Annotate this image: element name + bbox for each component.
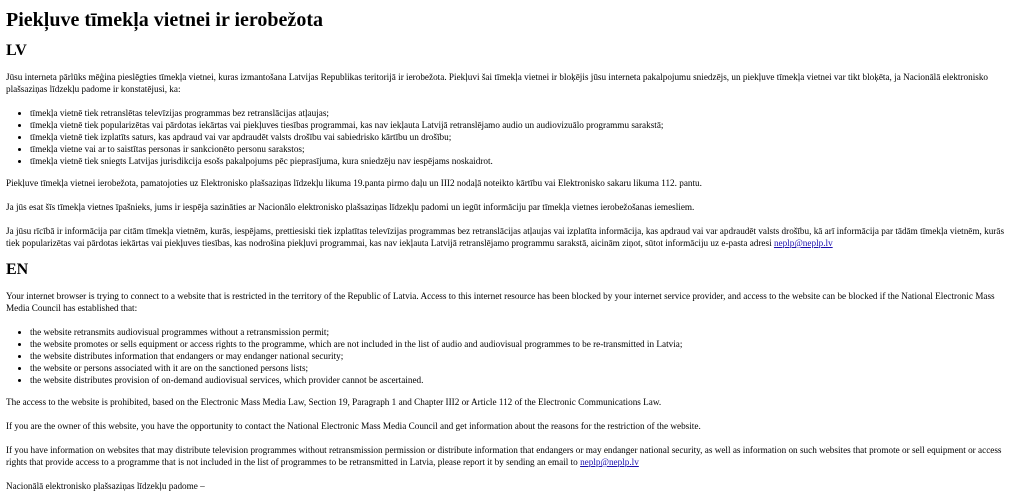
en-report-note (6, 444, 1018, 468)
list-item: • the website promotes or sells equipment or access rights to the programme, which are not included in the list of audio and audiovisual programmes to be re-transmitted in Latvia; (30, 338, 1018, 350)
list-item: • the website or persons associated with it are on the sanctioned persons lists; (30, 362, 1018, 374)
lv-heading: LV (6, 42, 27, 59)
en-email-link[interactable]: neplp@neplp.lv (580, 457, 639, 467)
en-owner-note: If you are the owner of this website, you have the opportunity to contact the National Electronic Mass Media Council and get information about the reasons for the restriction of the website. (6, 421, 701, 431)
list-item: • tīmekļa vietnē tiek izplatīts saturs, kas apdraud vai var apdraudēt valsts drošību vai sabiedrisko kārtību un drošību; (30, 131, 1018, 143)
lv-section (6, 42, 1018, 249)
en-heading: EN (6, 261, 29, 278)
page-title: Piekļuve tīmekļa vietnei ir ierobežota (6, 9, 323, 31)
lv-report-note (6, 225, 1018, 249)
list-item: • the website distributes information that endangers or may endanger national security; (30, 350, 1018, 362)
list-item: • the website distributes provision of on-demand audiovisual services, which provider cannot be ascertained. (30, 374, 1018, 386)
list-item: • tīmekļa vietne vai ar to saistītas personas ir sankcionēto personu sarakstos; (30, 143, 1018, 155)
list-item: • tīmekļa vietnē tiek retranslētas televīzijas programmas bez retranslācijas atļaujas; (30, 107, 1018, 119)
en-report-text: If you have information on websites that may distribute television programmes without retransmission permission or distribute information that endangers or may endanger national security, as well as information on such websites that promote or sell equipment or access rights that provide access to a programme that is not included in the list of programmes to be retransmitted in Latvia, please report it by sending an email to (6, 445, 1002, 467)
lv-email-link[interactable]: neplp@neplp.lv (773, 238, 833, 248)
lv-legal-basis: Piekļuve tīmekļa vietnei ierobežota, pamatojoties uz Elektronisko plašsaziņas līdzekļu likuma 19.panta pirmo daļu un III2 nodaļā noteikto kārtību vai Elektronisko sakaru likuma 112. pantu. (6, 178, 702, 188)
en-section (6, 261, 1018, 468)
lv-intro: Jūsu interneta pārlūks mēģina pieslēgties tīmekļa vietnei, kuras izmantošana Latvijas Republikas teritorijā ir ierobežota. Piekļuvi šai tīmekļa vietnei ir bloķējis jūsu interneta pakalpojumu sniedzējs, un piekļuve tīmekļa vietnei var tikt bloķēta, ja Nacionālā elektronisko plašsaziņas līdzekļu padome ir konstatējusi, ka: (6, 72, 989, 94)
en-conditions-list (6, 326, 1018, 386)
lv-conditions-list (6, 107, 1018, 167)
lv-report-text: Ja jūsu rīcībā ir informācija par citām tīmekļa vietnēm, kurās, iespējams, prettiesiski tiek izplatītas televīzijas programmas bez retranslācijas atļaujas vai izplatīta informācija, kas apdraud vai var apdraudēt valsts drošību, kā arī informācija par tādām tīmekļa vietnēm, kurās tiek popularizētas vai pārdotas iekārtas vai piekļuves tiesības, kas nodrošina piekļuvi programmai, kas nav iekļauta Latvijā retranslējamo programmu sarakstā, aicinām ziņot, sūtot informāciju uz e-pasta adresi (6, 226, 1005, 248)
en-intro: Your internet browser is trying to connect to a website that is restricted in the territory of the Republic of Latvia. Access to this internet resource has been blocked by your internet service provider, and access to the website can be blocked if the National Electronic Mass Media Council has established that: (6, 291, 995, 313)
list-item: • the website retransmits audiovisual programmes without a retransmission permit; (30, 326, 1018, 338)
list-item: • tīmekļa vietnē tiek popularizētas vai pārdotas iekārtas vai piekļuves tiesības programmai, kas nav iekļauta Latvijā retranslējamo audio un audiovizuālo programmu sarakstā; (30, 119, 1018, 131)
en-legal-basis: The access to the website is prohibited, based on the Electronic Mass Media Law, Section 19, Paragraph 1 and Chapter III2 or Article 112 of the Electronic Communications Law. (6, 397, 662, 407)
lv-owner-note: Ja jūs esat šīs tīmekļa vietnes īpašnieks, jums ir iespēja sazināties ar Nacionālo elektronisko plašsaziņas līdzekļu padomi un iegūt informāciju par tīmekļa vietnes ierobežošanas iemesliem. (6, 202, 695, 212)
list-item: • tīmekļa vietnē tiek sniegts Latvijas jurisdikcija esošs pakalpojums pēc pieprasījuma, kura sniedzēju nav iespējams noskaidrot. (30, 155, 1018, 167)
signature: Nacionālā elektronisko plašsaziņas līdzekļu padome – (6, 481, 205, 491)
